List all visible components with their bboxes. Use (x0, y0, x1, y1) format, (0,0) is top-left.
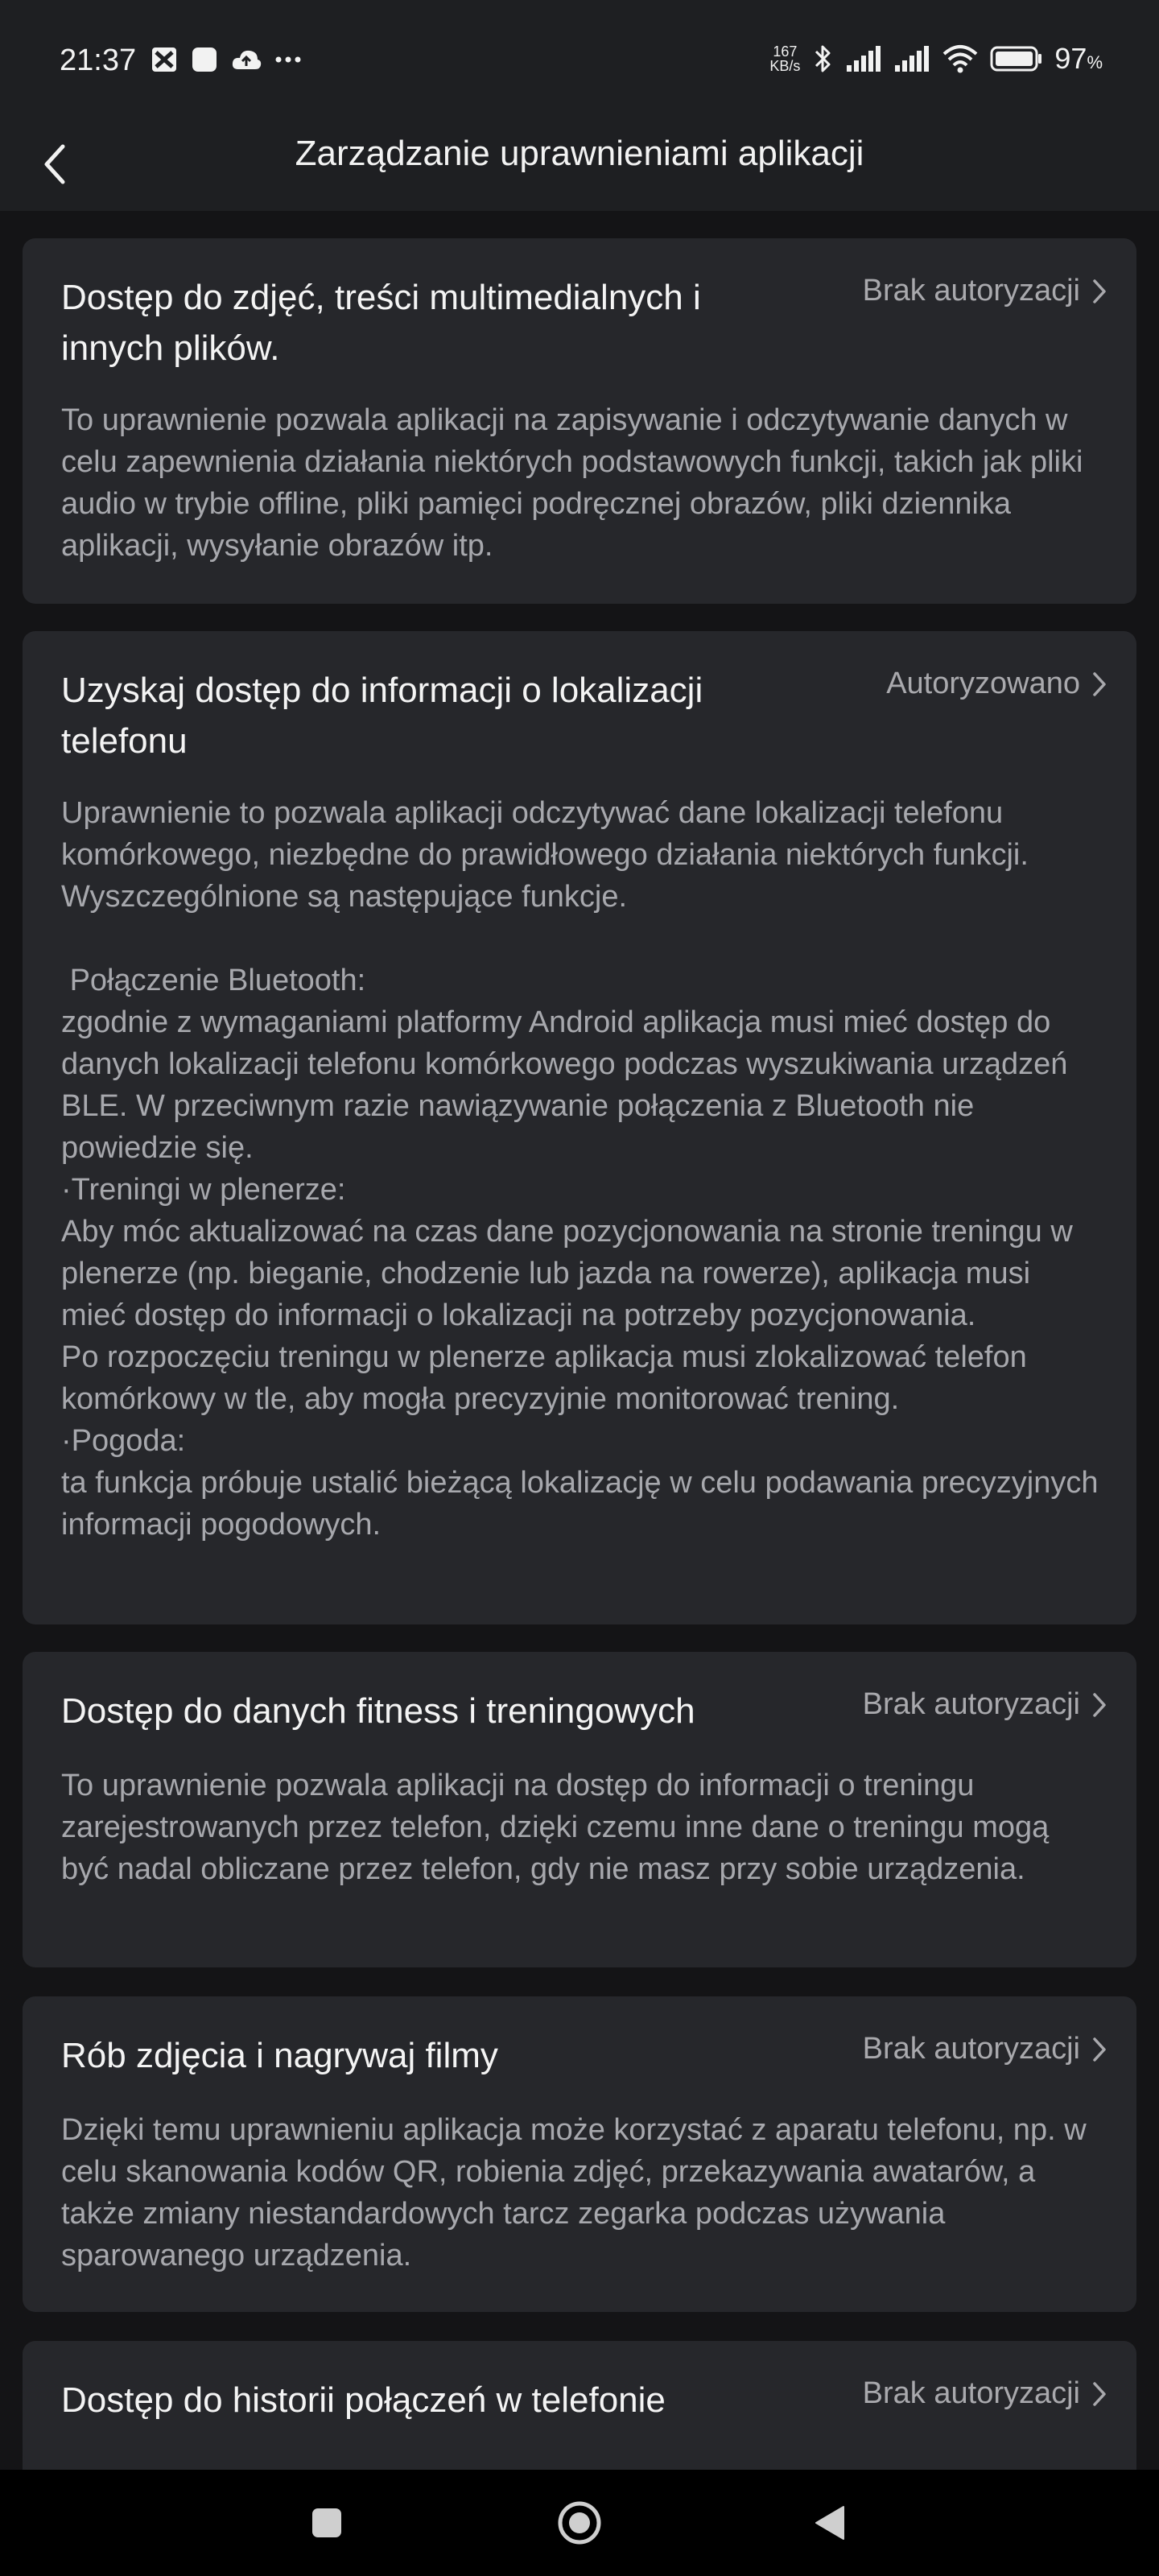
permission-status-label: Brak autoryzacji (862, 1687, 1080, 1721)
permission-status[interactable] (863, 2032, 1107, 2066)
chevron-right-icon (1091, 1691, 1107, 1719)
permission-description: To uprawnienie pozwala aplikacji na dostęp do informacji o treningu zarejestrowanych przez telefon, dzięki czemu inne dane o treningu mogą być nadal obliczane przez telefon, gdy nie masz przy sobie urządzenia. (61, 1769, 1058, 1886)
chevron-right-icon (1091, 2036, 1107, 2063)
network-speed (769, 44, 800, 73)
chevron-right-icon (1091, 2380, 1107, 2408)
more-dots-icon (274, 45, 303, 74)
permission-status-label: Brak autoryzacji (862, 2032, 1080, 2066)
permission-description: Uprawnienie to pozwala aplikacji odczytywać dane lokalizacji telefonu komórkowego, niezbędne do prawidłowego działania niektórych funkcji. Wyszczególnione są następujące funkcje. Połączenie Bluetooth: zgodnie z wymaganiami platformy Android aplikacja musi mieć dostęp do danych lokalizacji telefonu komórkowego podczas wyszukiwania urządzeń BLE. W przeciwnym razie nawiązywanie połączenia z Bluetooth nie powiedzie się. ·Treningi w plenerze: Aby móc aktualizować na czas dane pozycjonowania na stronie treningu w plenerze (np. bieganie, chodzenie lub jazda na rowerze), aplikacja musi mieć dostęp do informacji o lokalizacji na potrzeby pozycjonowania. Po rozpoczęciu treningu w plenerze aplikacja musi zlokalizować telefon komórkowy w tle, aby mogła precyzyjnie monitorować trening. ·Pogoda: ta funkcja próbuje ustalić bieżącą lokalizację w celu podawania precyzyjnych informacji pogodowych. (61, 796, 1099, 1542)
permission-card-fitness[interactable] (23, 1652, 1136, 1967)
network-speed-value: 167 (773, 43, 798, 60)
battery-unit: % (1087, 52, 1103, 72)
permission-status[interactable] (863, 2376, 1107, 2411)
permission-card-storage[interactable] (23, 238, 1136, 604)
notification-app-icon (150, 45, 179, 74)
permission-status[interactable] (886, 667, 1107, 701)
wifi-icon (942, 44, 979, 73)
status-notification-icons (150, 45, 303, 74)
recents-button[interactable] (298, 2494, 356, 2552)
battery-icon (990, 45, 1043, 72)
permission-title: Dostęp do zdjęć, treści multimedialnych i innych plików. (61, 278, 701, 368)
permission-status-label: Brak autoryzacji (862, 2376, 1080, 2410)
back-nav-button[interactable] (802, 2494, 860, 2552)
status-bar (0, 0, 1159, 121)
network-speed-unit: KB/s (769, 58, 801, 74)
recents-square-icon (309, 2505, 344, 2541)
permission-description: To uprawnienie pozwala aplikacji na zapisywanie i odczytywanie danych w celu zapewnienia działania niektórych podstawowych funkcji, takich jak pliki audio w trybie offline, pliki pamięci podręcznej obrazów, pliki dziennika aplikacji, wysyłanie obrazów itp. (61, 403, 1091, 563)
permission-title: Uzyskaj dostęp do informacji o lokalizacji telefonu (61, 671, 703, 761)
permission-title: Dostęp do danych fitness i treningowych (61, 1691, 695, 1731)
battery-value: 97 (1054, 42, 1087, 75)
status-time: 21:37 (60, 43, 137, 77)
permission-description: Dzięki temu uprawnieniu aplikacja może korzystać z aparatu telefonu, np. w celu skanowania kodów QR, robienia zdjęć, przekazywania awatarów, a także zmiany niestandardowych tarcz zegarka podczas używania sparowanego urządzenia. (61, 2113, 1095, 2273)
signal-icon-sim1 (845, 44, 882, 73)
notification-square-icon (190, 45, 219, 74)
chevron-right-icon (1091, 671, 1107, 698)
bluetooth-icon (811, 43, 834, 75)
back-triangle-icon (811, 2504, 850, 2542)
permission-card-camera[interactable] (23, 1996, 1136, 2312)
permission-status[interactable] (863, 1687, 1107, 1722)
permission-status[interactable] (863, 274, 1107, 308)
permission-status-label: Brak autoryzacji (862, 274, 1080, 308)
home-circle-icon (555, 2499, 604, 2547)
permissions-list (0, 211, 1159, 2470)
permission-status-label: Autoryzowano (886, 667, 1080, 700)
page-title: Zarządzanie uprawnieniami aplikacji (295, 134, 864, 173)
chevron-right-icon (1091, 278, 1107, 305)
permission-card-call-log[interactable] (23, 2341, 1136, 2470)
signal-icon-sim2 (893, 44, 930, 73)
status-system-icons (769, 42, 1103, 76)
home-button[interactable] (551, 2494, 608, 2552)
battery-percentage (1054, 42, 1103, 76)
permission-card-location[interactable] (23, 631, 1136, 1624)
system-navigation-bar (0, 2470, 1159, 2576)
cloud-upload-icon (230, 45, 262, 74)
permission-title: Rób zdjęcia i nagrywaj filmy (61, 2036, 498, 2075)
permission-title: Dostęp do historii połączeń w telefonie (61, 2380, 666, 2420)
